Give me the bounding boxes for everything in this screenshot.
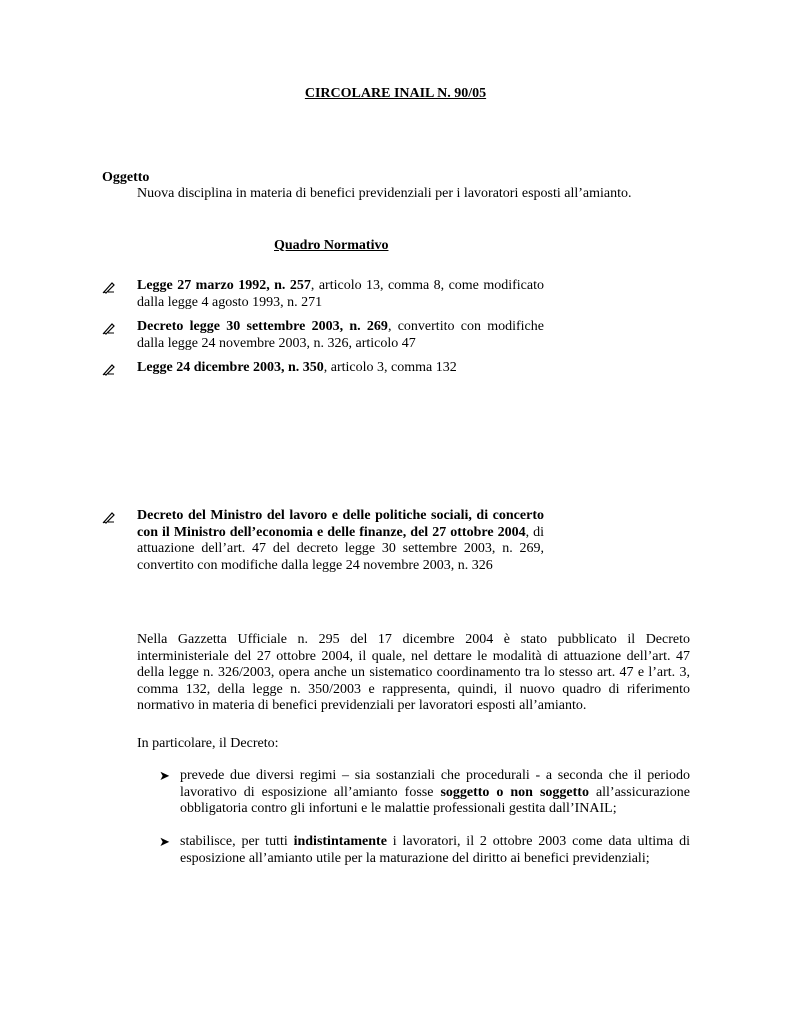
reference-item — [137, 508, 544, 574]
reference-item — [137, 319, 544, 352]
pen-hand-icon — [102, 280, 116, 294]
arrow-bullet-icon: ➤ — [159, 834, 170, 849]
reference-text: , di attuazione dell’art. 47 del decreto legge 30 settembre 2003, n. 269, convertito con modifiche dalla legge 24 novembre 2003, n. 326 — [137, 524, 544, 573]
pen-hand-icon — [102, 362, 116, 376]
body-paragraph-intro: In particolare, il Decreto: — [137, 736, 279, 751]
reference-title: Legge 24 dicembre 2003, n. 350 — [137, 360, 324, 375]
arrow-bullet-icon: ➤ — [159, 768, 170, 783]
list-item — [159, 834, 691, 867]
reference-text: , convertito con modifiche dalla legge 24 novembre 2003, n. 326, articolo 47 — [137, 319, 544, 351]
reference-title: Legge 27 marzo 1992, n. 257 — [137, 278, 311, 293]
list-item-text: prevede due diversi regimi – sia sostanziali che procedurali - a seconda che il periodo lavorativo di esposizione all’amianto fosse — [180, 768, 690, 800]
reference-title: Decreto legge 30 settembre 2003, n. 269 — [137, 319, 388, 334]
body-paragraph: Nella Gazzetta Ufficiale n. 295 del 17 dicembre 2004 è stato pubblicato il Decreto interministeriale del 27 ottobre 2004, il quale, nel dettare le modalità di attuazione dell’art. 47 della legge n. 326/2003, opera anche un sistematico coordinamento tra lo stesso art. 47 e l’art. 3, comma 132, della legge n. 350/2003 e rappresenta, quindi, il nuovo quadro di riferimento normativo in materia di benefici previdenziali per lavoratori esposti all’amianto. — [137, 632, 690, 713]
reference-item — [137, 278, 544, 311]
reference-title: Decreto del Ministro del lavoro e delle politiche sociali, di concerto con il Ministro dell’economia e delle finanze, del 27 ottobre 2004 — [137, 508, 544, 540]
pen-hand-icon — [102, 321, 116, 335]
pen-hand-icon — [102, 510, 116, 524]
quadro-normativo-heading: Quadro Normativo — [274, 238, 389, 253]
list-item — [159, 768, 691, 818]
reference-text: , articolo 3, comma 132 — [323, 360, 457, 375]
list-item-emphasis: soggetto o non soggetto — [440, 784, 589, 800]
list-item-text: stabilisce, per tutti — [180, 834, 294, 849]
document-title: CIRCOLARE INAIL N. 90/05 — [304, 86, 487, 101]
oggetto-text: Nuova disciplina in materia di benefici previdenziali per i lavoratori esposti all’amianto. — [137, 186, 632, 201]
reference-text: , articolo 13, comma 8, come modificato dalla legge 4 agosto 1993, n. 271 — [137, 278, 544, 310]
reference-item — [137, 360, 544, 377]
list-item-text: i lavoratori, il 2 ottobre 2003 come data ultima di esposizione all’amianto utile per la maturazione del diritto ai benefici previdenziali; — [180, 834, 691, 866]
oggetto-label: Oggetto — [102, 170, 150, 185]
list-item-emphasis: indistintamente — [293, 834, 387, 849]
list-item-text: all’assicurazione obbligatoria contro gli infortuni e le malattie professionali gestita dall’INAIL; — [180, 784, 691, 816]
